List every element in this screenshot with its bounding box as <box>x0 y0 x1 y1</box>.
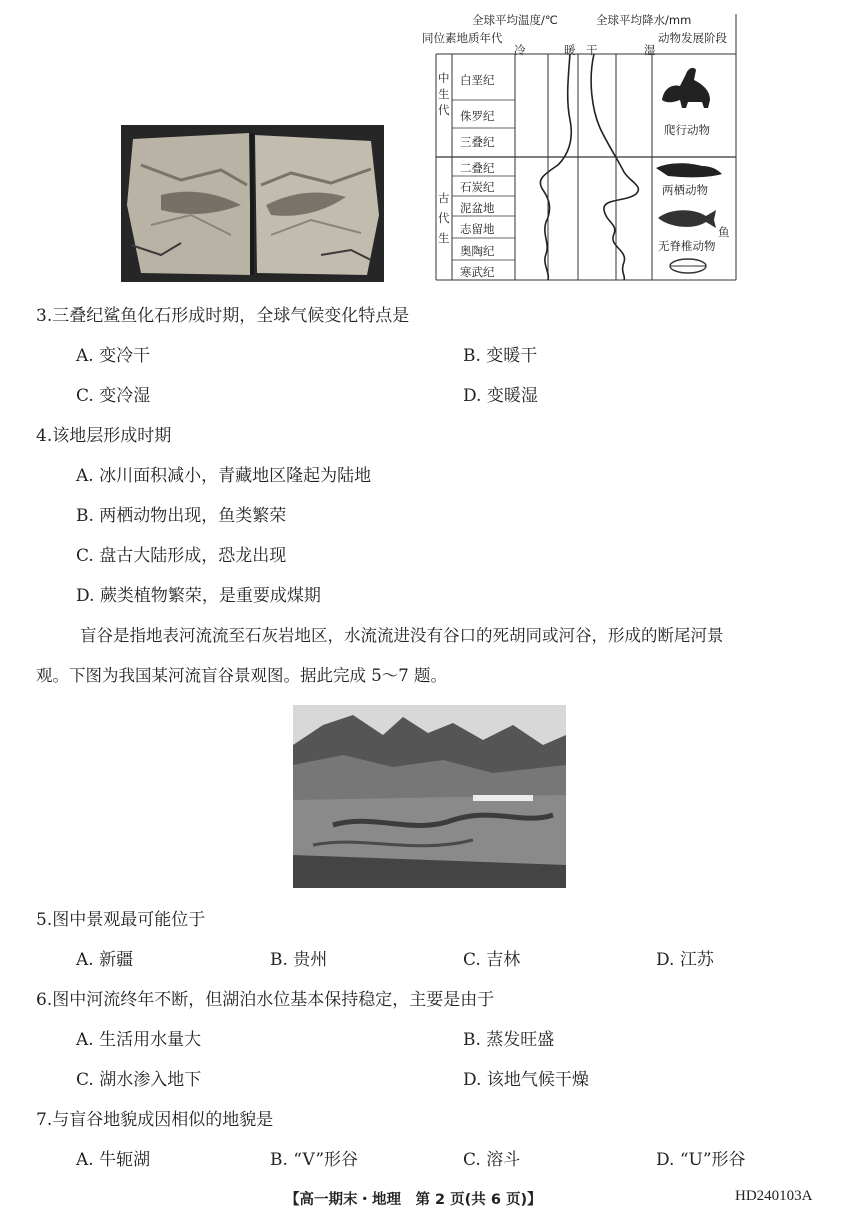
animals-header: 动物发展阶段 <box>658 31 727 45</box>
q4-option-a: A. 冰川面积减小，青藏地区隆起为陆地 <box>76 466 372 486</box>
wet-label: 湿 <box>644 43 656 57</box>
question-7-stem: 7.与盲谷地貌成因相似的地貌是 <box>36 1110 274 1130</box>
animal-amphibian: 两栖动物 <box>662 183 708 197</box>
question-3-stem: 3.三叠纪鲨鱼化石形成时期，全球气候变化特点是 <box>36 306 410 326</box>
animal-fish: 鱼 <box>718 225 730 239</box>
q4-option-c: C. 盘古大陆形成，恐龙出现 <box>76 546 287 566</box>
era-header: 同位素地质年代 <box>422 31 503 45</box>
q6-option-b: B. 蒸发旺盛 <box>463 1030 555 1050</box>
temp-header: 全球平均温度/℃ <box>472 13 558 27</box>
q5-option-c: C. 吉林 <box>463 950 521 970</box>
question-5-stem: 5.图中景观最可能位于 <box>36 910 206 930</box>
period-carboniferous: 石炭纪 <box>460 180 495 194</box>
blind-valley-photo <box>293 705 566 888</box>
q3-option-c: C. 变冷湿 <box>76 386 151 406</box>
passage-line-1: 盲谷是指地表河流流至石灰岩地区，水流流进没有谷口的死胡同或河谷，形成的断尾河景 <box>80 626 724 645</box>
dry-label: 干 <box>586 43 598 57</box>
period-silurian: 志留地 <box>460 222 495 236</box>
era-mesozoic: 中生代 <box>438 71 450 117</box>
q6-option-c: C. 湖水渗入地下 <box>76 1070 202 1090</box>
q7-option-b: B. “V”形谷 <box>270 1150 359 1170</box>
period-cretaceous: 白垩纪 <box>460 73 495 87</box>
cold-label: 冷 <box>514 43 526 57</box>
q4-option-d: D. 蕨类植物繁荣，是重要成煤期 <box>76 586 321 606</box>
q5-option-a: A. 新疆 <box>76 950 134 970</box>
period-devonian: 泥盆地 <box>460 201 495 215</box>
q6-option-d: D. 该地气候干燥 <box>463 1070 589 1090</box>
animal-reptile: 爬行动物 <box>664 123 710 137</box>
footer-code: HD240103A <box>735 1188 813 1204</box>
period-cambrian: 寒武纪 <box>460 265 495 279</box>
q5-option-d: D. 江苏 <box>656 950 714 970</box>
question-4-stem: 4.该地层形成时期 <box>36 426 172 446</box>
footer-page-info: 【高一期末・地理 第 2 页(共 6 页)】 <box>285 1192 542 1208</box>
q4-option-b: B. 两栖动物出现，鱼类繁荣 <box>76 506 287 526</box>
q3-option-b: B. 变暖干 <box>463 346 538 366</box>
precip-header: 全球平均降水/mm <box>596 13 692 27</box>
animal-invertebrate: 无脊椎动物 <box>658 239 716 253</box>
period-permian: 二叠纪 <box>460 161 495 175</box>
geologic-time-chart <box>418 10 743 285</box>
q5-option-b: B. 贵州 <box>270 950 328 970</box>
warm-label: 暖 <box>564 43 576 57</box>
period-ordovician: 奥陶纪 <box>460 244 495 258</box>
q7-option-a: A. 牛轭湖 <box>76 1150 151 1170</box>
q6-option-a: A. 生活用水量大 <box>76 1030 202 1050</box>
q7-option-d: D. “U”形谷 <box>656 1150 746 1170</box>
fossil-image <box>121 125 384 282</box>
era-paleozoic: 古代生 <box>438 191 450 245</box>
q3-option-a: A. 变冷干 <box>76 346 151 366</box>
q7-option-c: C. 溶斗 <box>463 1150 521 1170</box>
question-6-stem: 6.图中河流终年不断，但湖泊水位基本保持稳定，主要是由于 <box>36 990 495 1010</box>
period-jurassic: 侏罗纪 <box>460 109 495 123</box>
period-triassic: 三叠纪 <box>460 135 495 149</box>
q3-option-d: D. 变暖湿 <box>463 386 538 406</box>
passage-line-2: 观。下图为我国某河流盲谷景观图。据此完成 5～7 题。 <box>36 666 447 685</box>
